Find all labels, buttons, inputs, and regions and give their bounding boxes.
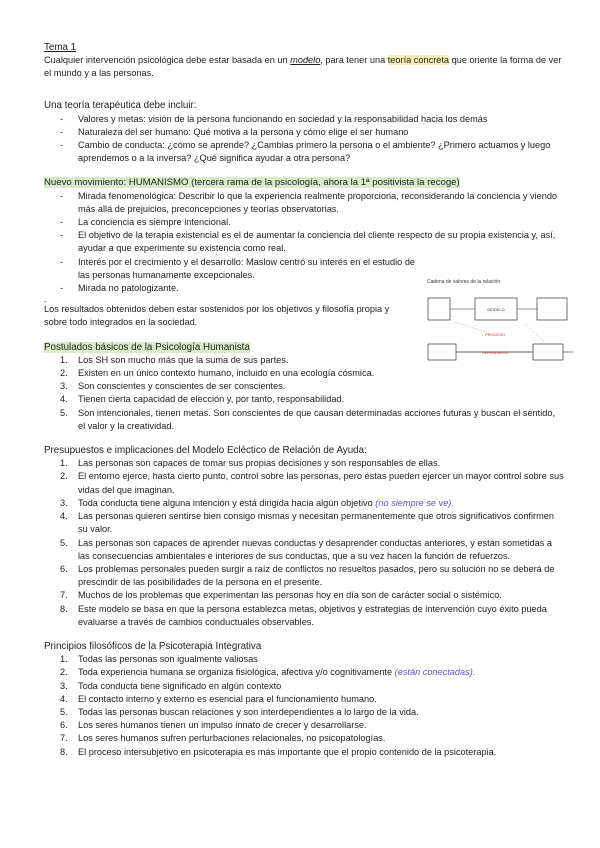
list-item: - El objetivo de la terapia existencial es el de aumentar la conciencia del cliente respecto de su propia existencia y, así, ayudar a que experimente su existencia como real. xyxy=(44,229,564,255)
principios-note: (están conectadas). xyxy=(394,667,476,678)
list-item: 3. Son conscientes y conscientes de ser conscientes. xyxy=(60,381,286,392)
list-item: 1. Las personas son capaces de tomar sus propias decisiones y son responsables de ellas. xyxy=(60,458,441,469)
presupuestos-note: (no siempre se ve). xyxy=(375,497,454,508)
tema-title: Tema 1 xyxy=(44,42,77,53)
list-item: 8. Este modelo se basa en que la persona establezca metas, objetivos y estrategias de intervención cuyo éxito pueda evaluarse a través de cambios conductuales observables. xyxy=(60,603,547,627)
list-item: - Mirada no patologizante. xyxy=(44,282,564,295)
list-item: 6. Los seres humanos tienen un impulso innato de crecer y desarrollarse. xyxy=(60,720,367,731)
intro-text-3: que oriente la forma de ver el mundo y a las personas. xyxy=(44,55,562,79)
humanismo-heading-text: Nuevo movimiento: HUMANISMO (tercera rama de la psicología, ahora la 1ª positivista la recoge) xyxy=(44,177,460,189)
list-item: 1. Los SH son mucho más que la suma de sus partes. xyxy=(60,354,289,365)
diagram-box-5 xyxy=(533,344,563,360)
list-item: 2. Existen en un único contexto humano, incluido en una ecología cósmica. xyxy=(60,368,375,379)
list-item: - Cambio de conducta: ¿cómo se aprende? ¿Cambias primero la persona o el ambiente? ¿Primero actuamos y luego aprendemos o a la inversa? ¿Qué significa ayudar a otra persona? xyxy=(44,139,564,165)
model-diagram xyxy=(425,276,585,366)
diagram-caption: Cadena de valores de la relación xyxy=(427,279,501,285)
list-item: 3. Toda conducta tiene significado en algún contexto xyxy=(60,680,282,691)
list-item: 7. Muchos de los problemas que experimentan las personas hoy en día son de carácter social o sistémico. xyxy=(60,590,502,601)
intro-teoria-highlight: teoría concreta xyxy=(387,55,450,65)
teoria-heading: Una teoría terapéutica debe incluir: xyxy=(44,100,197,112)
stray-dot: . xyxy=(44,294,47,305)
intro-paragraph xyxy=(44,54,564,80)
resultados-paragraph: Los resultados obtenidos deben estar sostenidos por los objetivos y filosofía propia y sobre todo integrados en la sociedad. xyxy=(44,304,390,328)
document-page xyxy=(44,42,564,759)
list-item: 3. Toda conducta tiene alguna intención y está dirigida hacia algún objetivo (no siempre se ve). xyxy=(60,497,454,508)
intro-text-2: , para tener una xyxy=(320,55,388,65)
list-item: - La conciencia es siempre intencional. xyxy=(44,216,564,229)
list-item: - Naturaleza del ser humano: Qué motiva a la persona y cómo elige el ser humano xyxy=(44,126,564,139)
teoria-list xyxy=(44,113,564,166)
list-item: - Interés por el crecimiento y el desarrollo: Maslow centró su interés en el estudio de las personas humanamente excepcionales. xyxy=(44,256,418,282)
diagram-box-1 xyxy=(428,298,450,320)
principios-list xyxy=(44,653,564,759)
diagram-box-4 xyxy=(428,344,456,360)
list-item: 6. Los problemas personales pueden surgir a raíz de conflictos no resueltos pasados, pero su solución no se deberá de prescindir de las posibilidades de la persona en el presente. xyxy=(60,563,555,588)
list-item: 4. Las personas quieren sentirse bien consigo mismas y necesitan permanentemente que otros significativos confirmen su valor. xyxy=(60,511,554,535)
presupuestos-heading: Presupuestos e implicaciones del Modelo Ecléctico de Relación de Ayuda: xyxy=(44,445,367,457)
list-item: 1. Todas las personas son igualmente valiosas xyxy=(60,654,258,665)
diagram-middle-label: PROCESO xyxy=(485,332,506,337)
list-item: - Mirada fenomenológica: Describir lo que la experiencia realmente proporciona, reconsiderando la conciencia y viendo más allá de prejuicios, preconcepciones y teorías observatorias. xyxy=(44,190,564,216)
diagram-arrow-label: HERRAMIENTA xyxy=(482,351,508,355)
humanismo-heading xyxy=(44,176,464,189)
list-item: 2. El entorno ejerce, hasta cierto punto, control sobre las personas, pero éstas pueden ejercer un mayor control sobre sus vidas del que imaginan. xyxy=(60,471,564,495)
diagram-box-3 xyxy=(537,298,567,320)
list-item: 5. Las personas son capaces de aprender nuevas conductas y desaprender conductas anteriores, y están sometidas a las consecuencias ambientales e interiores de sus conductas, que a su vez hacen la función de refuerzos. xyxy=(60,537,552,561)
postulados-heading-text: Postulados básicos de la Psicología Humanista xyxy=(44,341,250,353)
list-item: 5. Todas las personas buscan relaciones y son interdependientes a lo largo de la vida. xyxy=(60,706,419,717)
list-item: 4. El contacto interno y externo es esencial para el funcionamiento humano. xyxy=(60,693,377,704)
list-item: 2. Toda experiencia humana se organiza fisiológica, afectiva y/o cognitivamente (están conectadas). xyxy=(60,667,476,678)
list-item: - Valores y metas: visión de la persona funcionando en sociedad y la responsabilidad hacia los demás xyxy=(44,113,564,126)
intro-text-1: Cualquier intervención psicológica debe estar basada en un xyxy=(44,55,291,65)
intro-modelo: modelo xyxy=(290,55,321,65)
list-item: 5. Son intencionales, tienen metas. Son conscientes de que causan determinadas acciones futuras y buscan el sentido, el valor y la creatividad. xyxy=(60,407,556,431)
presupuestos-list xyxy=(44,457,564,629)
list-item: 4. Tienen cierta capacidad de elección y, por tanto, responsabilidad. xyxy=(60,394,345,405)
list-item: 7. Los seres humanos sufren perturbaciones relacionales, no psicopatologías. xyxy=(60,733,386,744)
diagram-box-2-label: MODELO xyxy=(487,307,505,312)
principios-heading: Principios filosóficos de la Psicoterapia Integrativa xyxy=(44,640,262,652)
list-item: 8. El proceso intersubjetivo en psicoterapia es más importante que el propio contenido de la psicoterapia. xyxy=(60,746,497,757)
